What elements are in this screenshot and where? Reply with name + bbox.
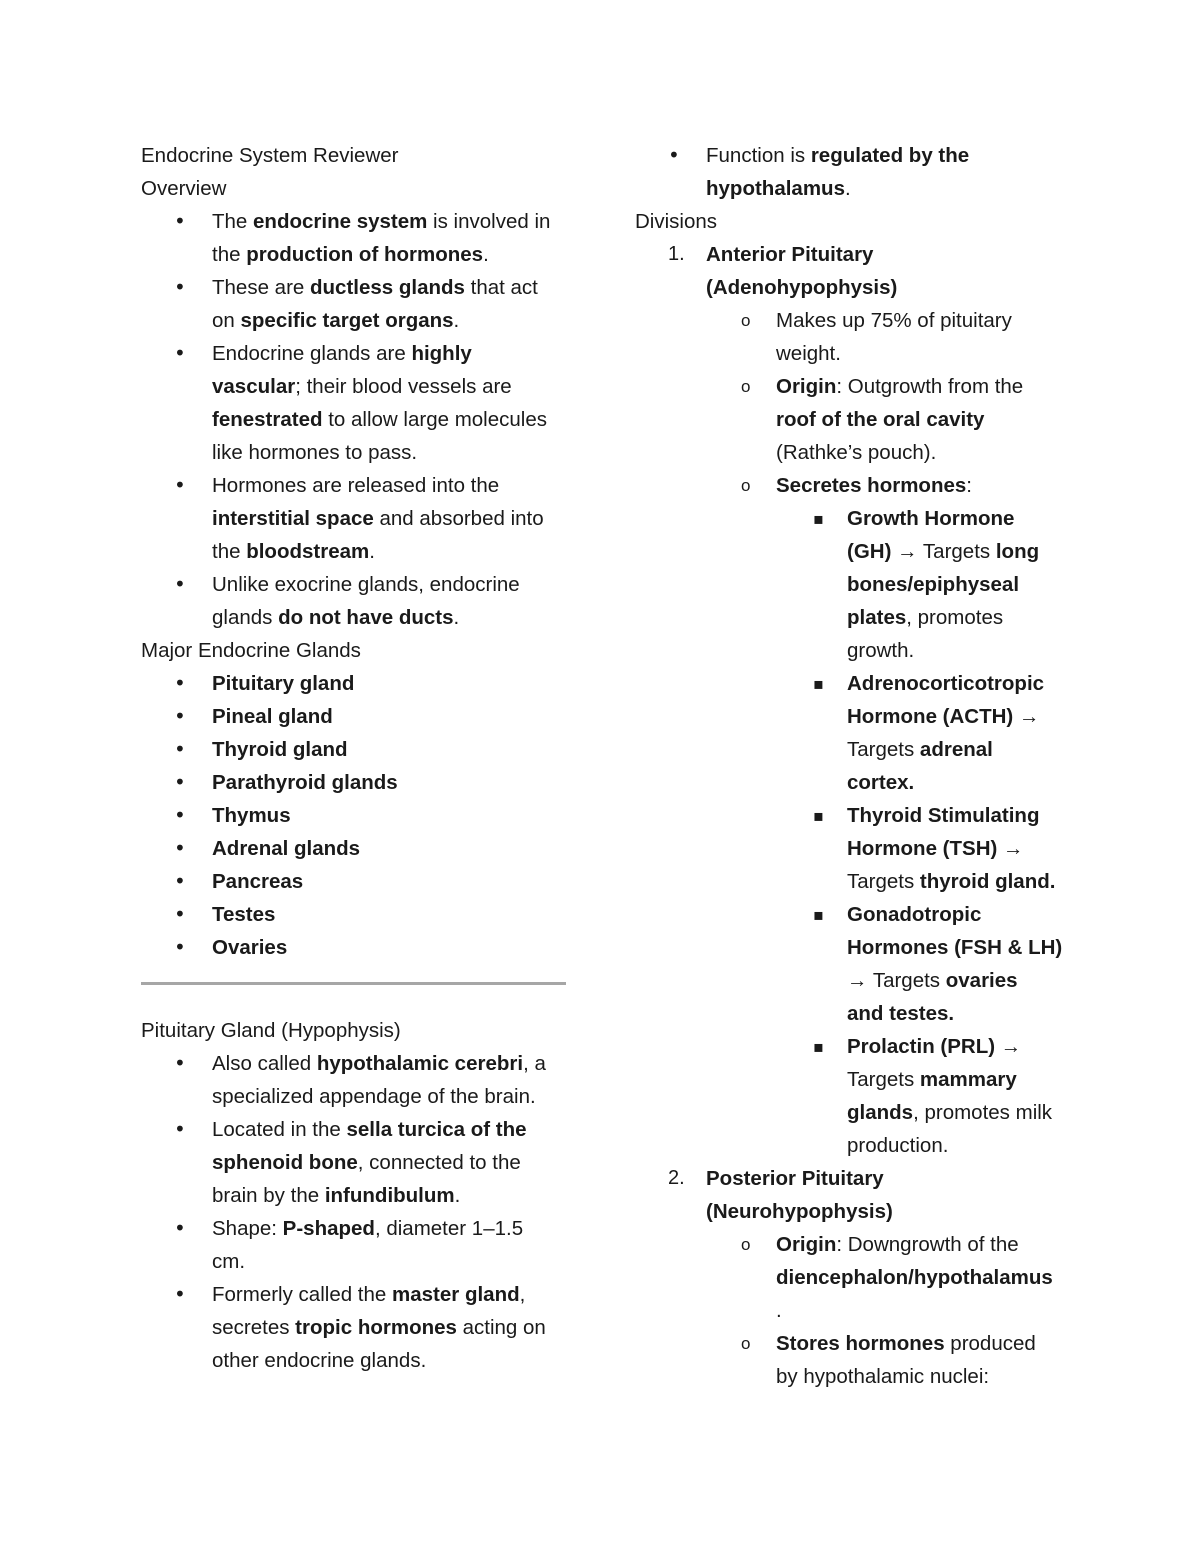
bullet-marker: • (174, 572, 186, 596)
hormone-gonadotropic: ▪ Gonadotropic (635, 898, 1075, 931)
anterior-pituitary-title: 1. Anterior Pituitary (635, 238, 1075, 271)
hormone-tsh-cont: Hormone (TSH) → (847, 837, 1024, 860)
overview-bullet-3-cont: fenestrated to allow large molecules (212, 408, 547, 431)
posterior-sub-1-cont: diencephalon/hypothalamus (776, 1266, 1053, 1289)
circle-marker: o (741, 1235, 751, 1254)
pituitary-bullet-2: • Located in the sella turcica of the (141, 1113, 571, 1146)
circle-marker: o (741, 476, 751, 495)
gland-item: • Pineal gland (141, 700, 571, 733)
anterior-pituitary-title-cont: (Adenohypophysis) (706, 276, 898, 299)
anterior-sub-1-cont: weight. (776, 342, 841, 365)
bullet-marker: • (174, 275, 186, 299)
overview-bullet-4-cont: interstitial space and absorbed into (212, 507, 544, 530)
pituitary-bullet-5-cont: hypothalamus. (706, 177, 851, 200)
bullet-marker: • (174, 935, 186, 959)
hormone-gonadotropic-cont: Hormones (FSH & LH) (847, 936, 1063, 959)
hormone-tsh-cont: Targets thyroid gland. (847, 870, 1056, 893)
anterior-sub-2-cont: roof of the oral cavity (776, 408, 985, 431)
bullet-marker: • (174, 1117, 186, 1141)
circle-marker: o (741, 377, 751, 396)
pituitary-bullet-1: • Also called hypothalamic cerebri, a (141, 1047, 571, 1080)
hormone-gonadotropic-cont: and testes. (847, 1002, 955, 1025)
gland-item: • Ovaries (141, 931, 571, 964)
bullet-marker: • (174, 770, 186, 794)
gland-item: • Parathyroid glands (141, 766, 571, 799)
divisions-heading: Divisions (635, 210, 718, 233)
bullet-marker: • (174, 869, 186, 893)
pituitary-bullet-4: • Formerly called the master gland, (141, 1278, 571, 1311)
square-marker: ▪ (813, 674, 824, 693)
horizontal-divider (141, 982, 566, 985)
gland-item: • Testes (141, 898, 571, 931)
bullet-marker: • (174, 473, 186, 497)
pituitary-bullet-1-cont: specialized appendage of the brain. (212, 1085, 536, 1108)
gland-item: • Pancreas (141, 865, 571, 898)
left-column (141, 139, 571, 1377)
hormone-acth: ▪ Adrenocorticotropic (635, 667, 1075, 700)
overview-bullet-4: • Hormones are released into the (141, 469, 571, 502)
overview-bullet-1: • The endocrine system is involved in (141, 205, 571, 238)
hormone-prolactin-cont: glands, promotes milk (847, 1101, 1053, 1124)
hormone-prolactin-cont: production. (847, 1134, 949, 1157)
pituitary-bullet-4-cont: secretes tropic hormones acting on (212, 1316, 546, 1339)
square-marker: ▪ (813, 509, 824, 528)
posterior-pituitary-title: 2. Posterior Pituitary (635, 1162, 1075, 1195)
hormone-gh-cont: bones/epiphyseal (847, 573, 1020, 596)
anterior-sub-1: o Makes up 75% of pituitary (635, 304, 1075, 337)
list-number: 2. (668, 1167, 685, 1189)
pituitary-bullet-4-cont: other endocrine glands. (212, 1349, 427, 1372)
bullet-marker: • (668, 143, 680, 167)
pituitary-bullet-2-cont: sphenoid bone, connected to the (212, 1151, 521, 1174)
overview-bullet-5-cont: glands do not have ducts. (212, 606, 460, 629)
overview-bullet-3-cont: vascular; their blood vessels are (212, 375, 512, 398)
overview-bullet-4-cont: the bloodstream. (212, 540, 375, 563)
pituitary-bullet-3-cont: cm. (212, 1250, 246, 1273)
overview-bullet-5: • Unlike exocrine glands, endocrine (141, 568, 571, 601)
square-marker: ▪ (813, 1037, 824, 1056)
anterior-sub-3: o Secretes hormones: (635, 469, 1075, 502)
document-title: Endocrine System Reviewer (141, 144, 399, 167)
overview-heading: Overview (141, 177, 227, 200)
overview-bullet-2: • These are ductless glands that act (141, 271, 571, 304)
bullet-marker: • (174, 209, 186, 233)
posterior-pituitary-title-cont: (Neurohypophysis) (706, 1200, 893, 1223)
square-marker: ▪ (813, 905, 824, 924)
circle-marker: o (741, 311, 751, 330)
gland-item: • Adrenal glands (141, 832, 571, 865)
anterior-sub-2-cont: (Rathke’s pouch). (776, 441, 937, 464)
hormone-prolactin: ▪ Prolactin (PRL) → (635, 1030, 1075, 1063)
hormone-prolactin-cont: Targets mammary (847, 1068, 1017, 1091)
bullet-marker: • (174, 803, 186, 827)
bullet-marker: • (174, 737, 186, 761)
posterior-sub-2-cont: by hypothalamic nuclei: (776, 1365, 990, 1388)
bullet-marker: • (174, 1216, 186, 1240)
overview-bullet-3-cont: like hormones to pass. (212, 441, 418, 464)
overview-bullet-3: • Endocrine glands are highly (141, 337, 571, 370)
bullet-marker: • (174, 671, 186, 695)
bullet-marker: • (174, 341, 186, 365)
major-glands-heading: Major Endocrine Glands (141, 639, 361, 662)
gland-item: • Thyroid gland (141, 733, 571, 766)
right-column (635, 139, 1075, 1393)
bullet-marker: • (174, 836, 186, 860)
hormone-acth-cont: Hormone (ACTH) → (847, 705, 1040, 728)
overview-bullet-1-cont: the production of hormones. (212, 243, 489, 266)
hormone-acth-cont: Targets adrenal (847, 738, 993, 761)
circle-marker: o (741, 1334, 751, 1353)
list-number: 1. (668, 243, 685, 265)
hormone-tsh: ▪ Thyroid Stimulating (635, 799, 1075, 832)
pituitary-heading: Pituitary Gland (Hypophysis) (141, 1019, 401, 1042)
bullet-marker: • (174, 704, 186, 728)
gland-item: • Thymus (141, 799, 571, 832)
gland-item: • Pituitary gland (141, 667, 571, 700)
posterior-sub-1: o Origin: Downgrowth of the (635, 1228, 1075, 1261)
pituitary-bullet-2-cont: brain by the infundibulum. (212, 1184, 461, 1207)
bullet-marker: • (174, 1051, 186, 1075)
hormone-gh: ▪ Growth Hormone (635, 502, 1075, 535)
posterior-sub-2: o Stores hormones produced (635, 1327, 1075, 1360)
hormone-acth-cont: cortex. (847, 771, 915, 794)
pituitary-bullet-5: • Function is regulated by the (635, 139, 1075, 172)
hormone-gh-cont: growth. (847, 639, 915, 662)
bullet-marker: • (174, 1282, 186, 1306)
hormone-gh-cont: plates, promotes (847, 606, 1004, 629)
anterior-sub-2: o Origin: Outgrowth from the (635, 370, 1075, 403)
hormone-gonadotropic-cont: → Targets ovaries (847, 969, 1018, 992)
posterior-sub-1-cont: . (776, 1299, 782, 1322)
square-marker: ▪ (813, 806, 824, 825)
hormone-gh-cont: (GH) → Targets long (847, 540, 1040, 563)
pituitary-bullet-3: • Shape: P-shaped, diameter 1–1.5 (141, 1212, 571, 1245)
bullet-marker: • (174, 902, 186, 926)
overview-bullet-2-cont: on specific target organs. (212, 309, 460, 332)
